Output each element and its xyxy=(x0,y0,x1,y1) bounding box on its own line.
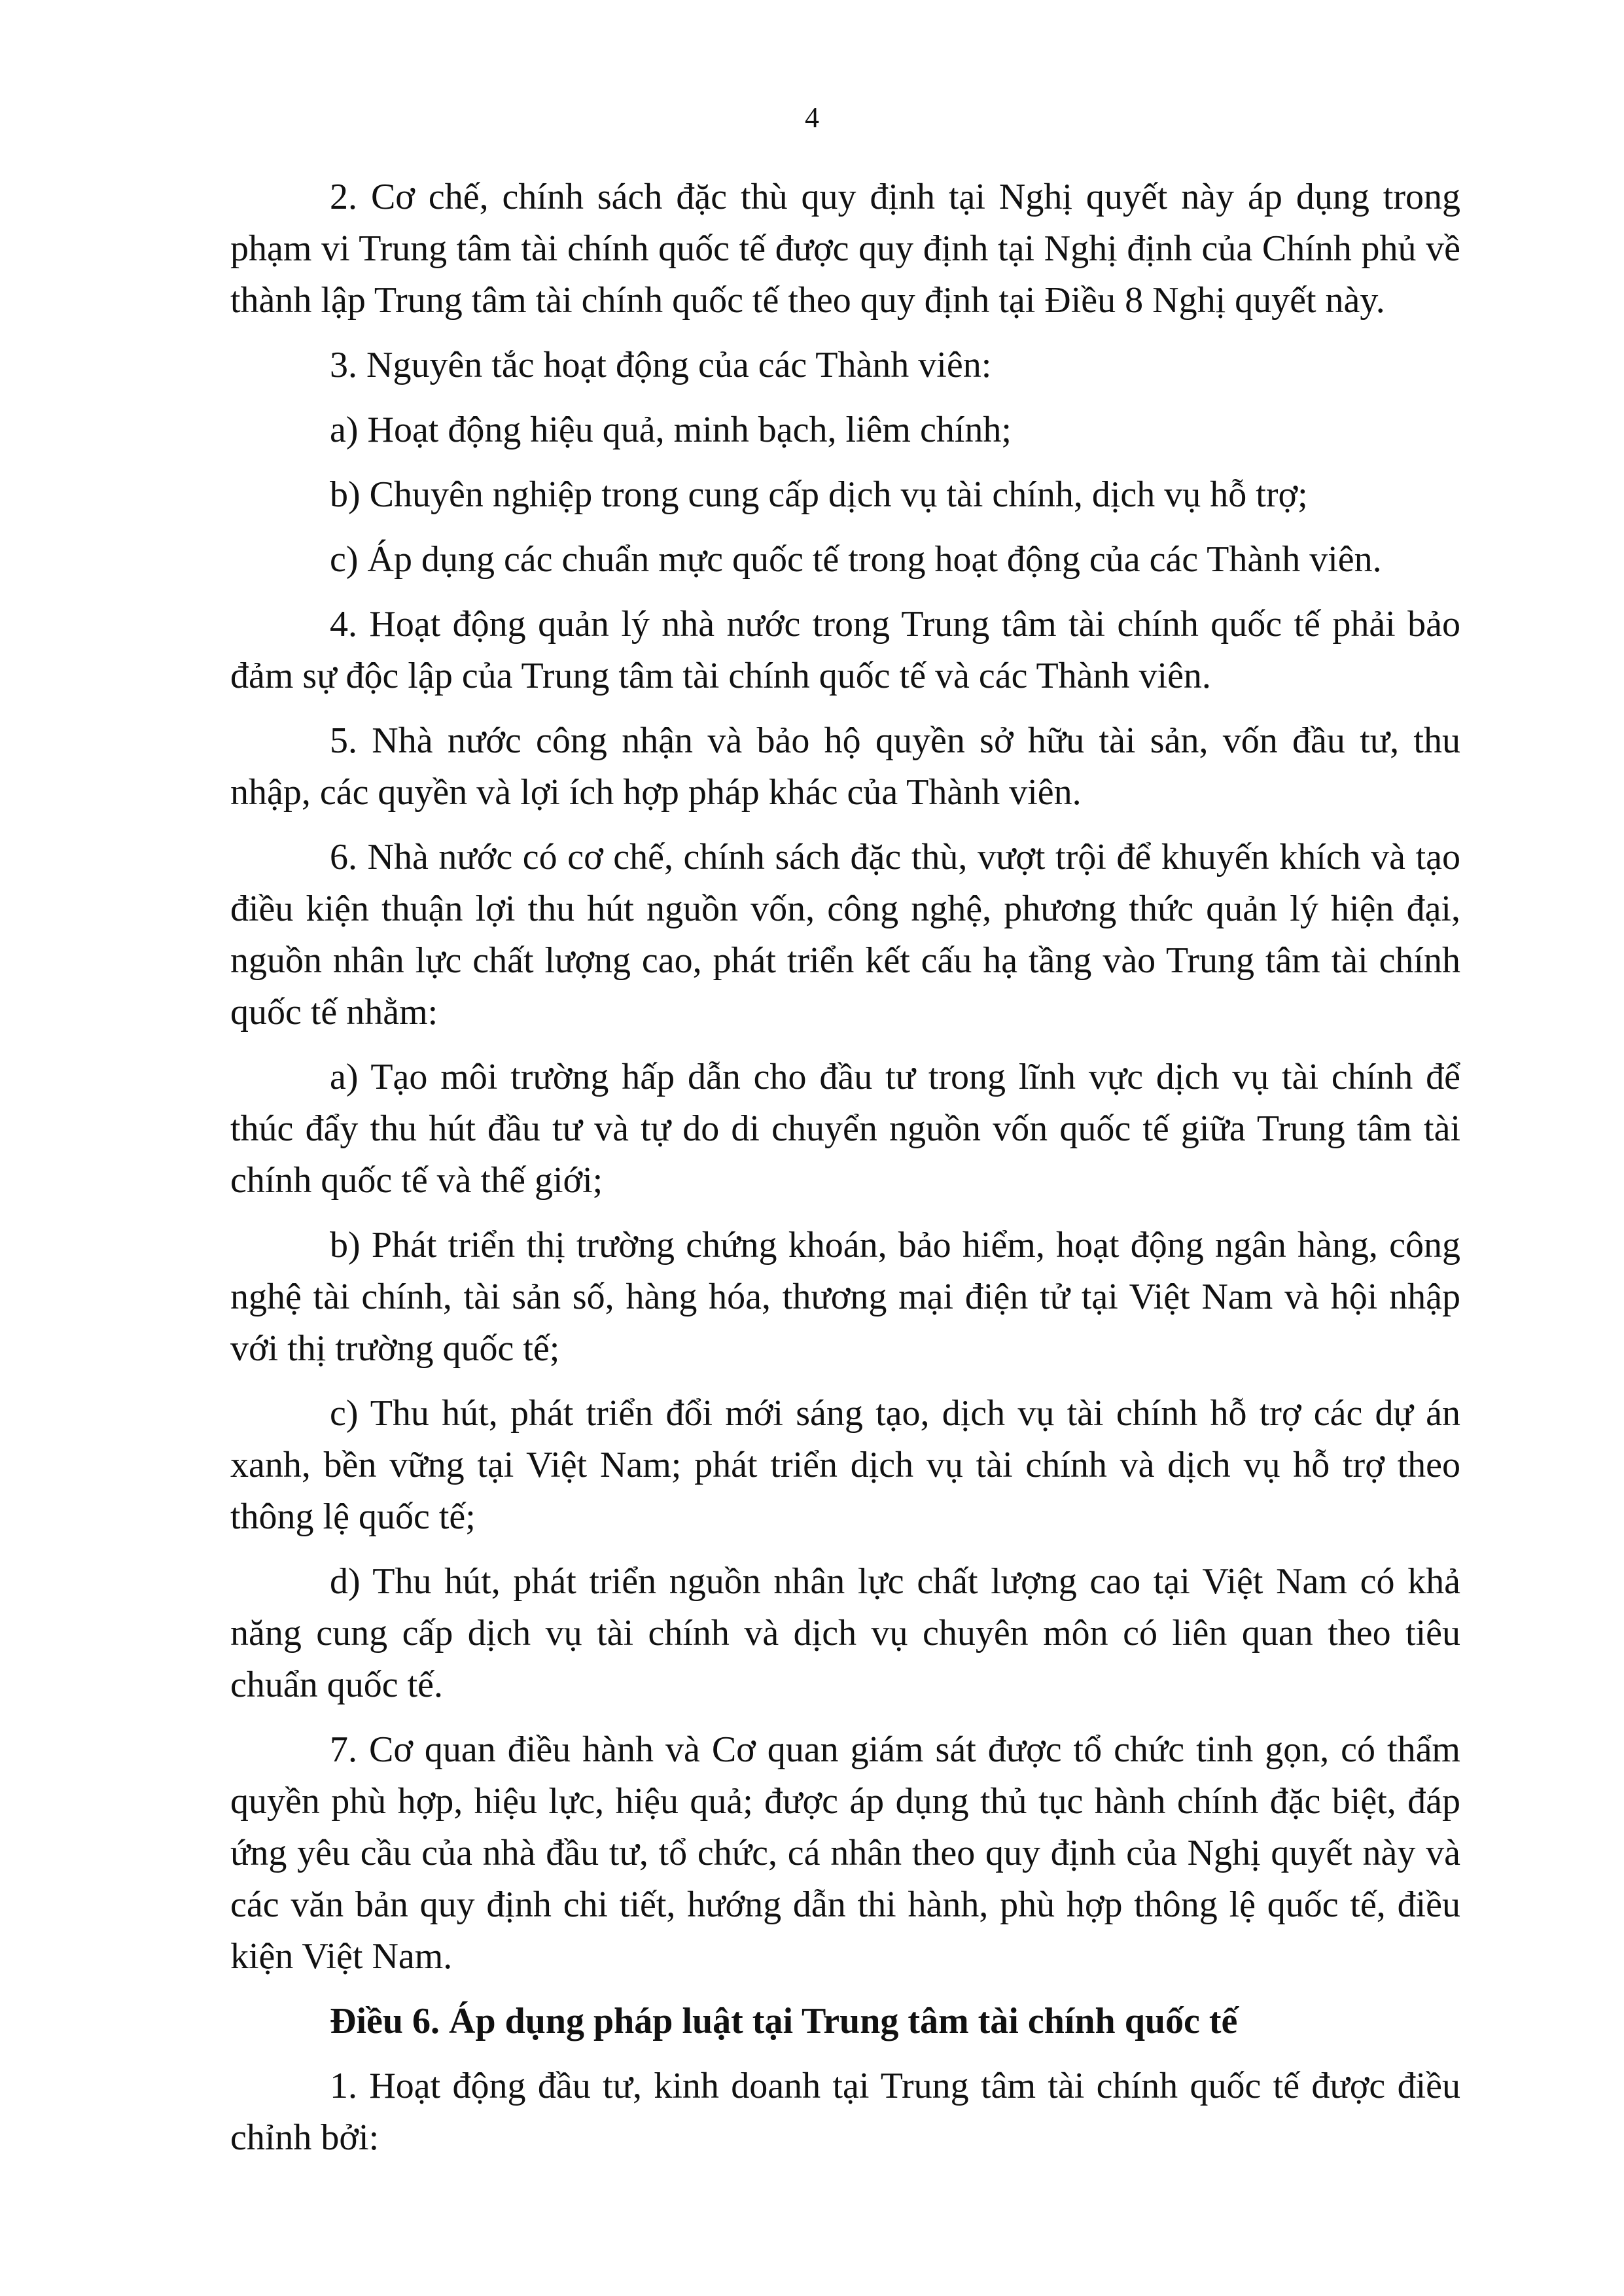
paragraph-clause-4: 4. Hoạt động quản lý nhà nước trong Trung tâm tài chính quốc tế phải bảo đảm sự độc lập của Trung tâm tài chính quốc tế và các Thành viên. xyxy=(230,604,1460,696)
paragraph-clause-2: 2. Cơ chế, chính sách đặc thù quy định tại Nghị quyết này áp dụng trong phạm vi Trung tâm tài chính quốc tế được quy định tại Nghị định của Chính phủ về thành lập Trung tâm tài chính quốc tế theo quy định tại Điều 8 Nghị quyết này. xyxy=(230,177,1460,321)
paragraph-clause-3a: a) Hoạt động hiệu quả, minh bạch, liêm chính; xyxy=(330,410,1012,450)
article-6-heading: Điều 6. Áp dụng pháp luật tại Trung tâm tài chính quốc tế xyxy=(330,2001,1238,2041)
paragraph-clause-6b: b) Phát triển thị trường chứng khoán, bảo hiểm, hoạt động ngân hàng, công nghệ tài chính, tài sản số, hàng hóa, thương mại điện tử tại Việt Nam và hội nhập với thị trường quốc tế; xyxy=(230,1225,1460,1369)
paragraph-clause-5: 5. Nhà nước công nhận và bảo hộ quyền sở hữu tài sản, vốn đầu tư, thu nhập, các quyền và lợi ích hợp pháp khác của Thành viên. xyxy=(230,720,1460,813)
document-body xyxy=(230,171,1460,2177)
paragraph-clause-3: 3. Nguyên tắc hoạt động của các Thành viên: xyxy=(330,345,992,385)
page-number: 4 xyxy=(805,101,819,133)
paragraph-clause-6d: d) Thu hút, phát triển nguồn nhân lực chất lượng cao tại Việt Nam có khả năng cung cấp dịch vụ tài chính và dịch vụ chuyên môn có liên quan theo tiêu chuẩn quốc tế. xyxy=(230,1561,1460,1705)
paragraph-clause-6a: a) Tạo môi trường hấp dẫn cho đầu tư trong lĩnh vực dịch vụ tài chính để thúc đẩy thu hút đầu tư và tự do di chuyển nguồn vốn quốc tế giữa Trung tâm tài chính quốc tế và thế giới; xyxy=(230,1057,1460,1201)
article-6-clause-1: 1. Hoạt động đầu tư, kinh doanh tại Trung tâm tài chính quốc tế được điều chỉnh bởi: xyxy=(230,2066,1460,2158)
paragraph-clause-3b: b) Chuyên nghiệp trong cung cấp dịch vụ tài chính, dịch vụ hỗ trợ; xyxy=(330,474,1308,515)
paragraph-clause-3c: c) Áp dụng các chuẩn mực quốc tế trong hoạt động của các Thành viên. xyxy=(330,539,1382,580)
paragraph-clause-6c: c) Thu hút, phát triển đổi mới sáng tạo, dịch vụ tài chính hỗ trợ các dự án xanh, bền vững tại Việt Nam; phát triển dịch vụ tài chính và dịch vụ hỗ trợ theo thông lệ quốc tế; xyxy=(230,1393,1460,1537)
paragraph-clause-6: 6. Nhà nước có cơ chế, chính sách đặc thù, vượt trội để khuyến khích và tạo điều kiện thuận lợi thu hút nguồn vốn, công nghệ, phương thức quản lý hiện đại, nguồn nhân lực chất lượng cao, phát triển kết cấu hạ tầng vào Trung tâm tài chính quốc tế nhằm: xyxy=(230,837,1460,1033)
paragraph-clause-7: 7. Cơ quan điều hành và Cơ quan giám sát được tổ chức tinh gọn, có thẩm quyền phù hợp, hiệu lực, hiệu quả; được áp dụng thủ tục hành chính đặc biệt, đáp ứng yêu cầu của nhà đầu tư, tổ chức, cá nhân theo quy định của Nghị quyết này và các văn bản quy định chi tiết, hướng dẫn thi hành, phù hợp thông lệ quốc tế, điều kiện Việt Nam. xyxy=(230,1729,1460,1977)
